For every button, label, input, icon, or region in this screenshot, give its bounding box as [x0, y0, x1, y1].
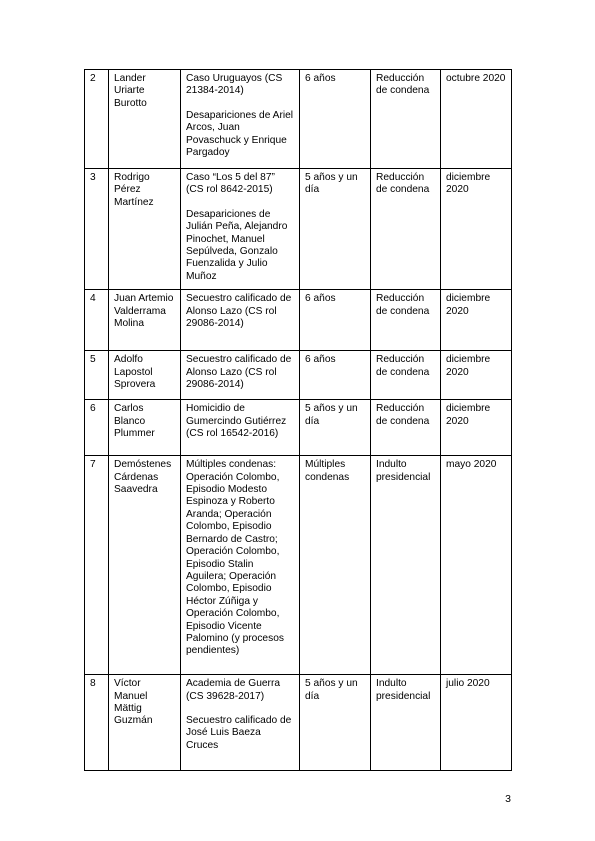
date-cell: julio 2020: [441, 675, 512, 771]
case-paragraph: Caso “Los 5 del 87” (CS rol 8642-2015): [186, 172, 275, 196]
date-cell: diciembre 2020: [441, 169, 512, 290]
case-paragraph: Secuestro calificado de Alonso Lazo (CS rol 29086-2014): [186, 354, 292, 391]
table-row: [85, 675, 512, 771]
name-cell: Juan Artemio Valderrama Molina: [109, 290, 181, 351]
date-cell: octubre 2020: [441, 70, 512, 169]
name-cell: Carlos Blanco Plummer: [109, 400, 181, 456]
row-number-cell: 5: [85, 351, 109, 400]
table-row: [85, 70, 512, 169]
table-row: [85, 351, 512, 400]
table-body: [85, 70, 512, 771]
sentence-cell: 5 años y un día: [300, 169, 371, 290]
row-number-cell: 8: [85, 675, 109, 771]
name-cell: Rodrigo Pérez Martínez: [109, 169, 181, 290]
benefit-cell: Reducción de condena: [371, 290, 441, 351]
case-paragraph: Múltiples condenas: Operación Colombo, Episodio Modesto Espinoza y Roberto Aranda; Operación Colombo, Episodio Bernardo de Castro; Operación Colombo, Episodio Stalin Aguilera; Operación Colombo, Episodio Héctor Zúñiga y Operación Colombo, Episodio Vicente Palomino (y procesos pendientes): [186, 459, 284, 657]
benefit-cell: Reducción de condena: [371, 351, 441, 400]
date-cell: diciembre 2020: [441, 290, 512, 351]
sentence-cell: 6 años: [300, 70, 371, 169]
name-cell: Demóstenes Cárdenas Saavedra: [109, 456, 181, 675]
sentence-cell: 6 años: [300, 290, 371, 351]
case-cell: [181, 675, 300, 771]
benefit-cell: Reducción de condena: [371, 400, 441, 456]
benefit-cell: Reducción de condena: [371, 70, 441, 169]
benefit-cell: Reducción de condena: [371, 169, 441, 290]
case-paragraph: Caso Uruguayos (CS 21384-2014): [186, 73, 283, 97]
row-number-cell: 6: [85, 400, 109, 456]
row-number-cell: 2: [85, 70, 109, 169]
date-cell: diciembre 2020: [441, 351, 512, 400]
table-row: [85, 290, 512, 351]
row-number-cell: 4: [85, 290, 109, 351]
case-cell: [181, 456, 300, 675]
case-paragraph: Academia de Guerra (CS 39628-2017): [186, 678, 281, 702]
date-cell: diciembre 2020: [441, 400, 512, 456]
sentence-cell: Múltiples condenas: [300, 456, 371, 675]
case-paragraph: Secuestro calificado de Alonso Lazo (CS rol 29086-2014): [186, 293, 292, 330]
table-row: [85, 169, 512, 290]
sentence-cell: 6 años: [300, 351, 371, 400]
table-row: [85, 400, 512, 456]
name-cell: Adolfo Lapostol Sprovera: [109, 351, 181, 400]
row-number-cell: 3: [85, 169, 109, 290]
case-paragraph: Desapariciones de Ariel Arcos, Juan Povaschuck y Enrique Pargadoy: [186, 109, 294, 159]
benefit-cell: Indulto presidencial: [371, 675, 441, 771]
case-cell: [181, 351, 300, 400]
name-cell: Víctor Manuel Mättig Guzmán: [109, 675, 181, 771]
case-cell: [181, 70, 300, 169]
date-cell: mayo 2020: [441, 456, 512, 675]
name-cell: Lander Uriarte Burotto: [109, 70, 181, 169]
case-paragraph: Homicidio de Gumercindo Gutiérrez (CS rol 16542-2016): [186, 403, 287, 440]
case-cell: [181, 169, 300, 290]
benefit-cell: Indulto presidencial: [371, 456, 441, 675]
table-row: [85, 456, 512, 675]
page-number: 3: [505, 793, 511, 805]
document-table: [84, 69, 512, 771]
case-paragraph: Secuestro calificado de José Luis Baeza Cruces: [186, 715, 292, 751]
sentence-cell: 5 años y un día: [300, 400, 371, 456]
sentence-cell: 5 años y un día: [300, 675, 371, 771]
case-cell: [181, 400, 300, 456]
row-number-cell: 7: [85, 456, 109, 675]
case-cell: [181, 290, 300, 351]
case-paragraph: Desapariciones de Julián Peña, Alejandro Pinochet, Manuel Sepúlveda, Gonzalo Fuenzalida y Julio Muñoz: [186, 208, 288, 282]
